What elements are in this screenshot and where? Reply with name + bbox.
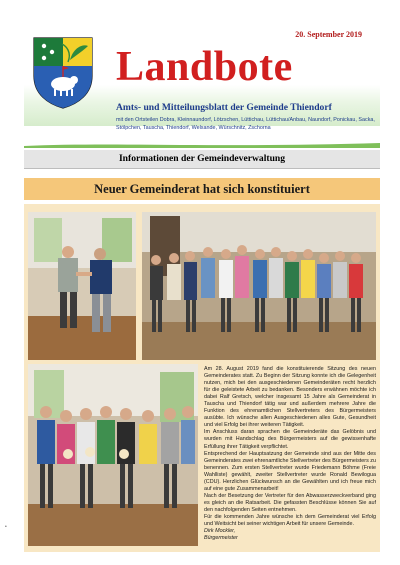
newsletter-subtitle: Amts- und Mitteilungsblatt der Gemeinde Thiendorf <box>116 102 332 113</box>
section-header <box>24 150 380 169</box>
article-body <box>24 204 380 552</box>
newsletter-title: Landbote <box>116 44 293 90</box>
signature-role: Bürgermeister <box>204 535 238 542</box>
village-list: mit den Ortsteilen Dobra, Kleinnaundorf, Lötzschen, Lüttichau, Lüttichau/Anbau, Naundorf, Ponickau, Sacka, Stölpchen, Tauscha, Thiendorf, Welxande, Würschnitz, Zschorna <box>116 117 375 131</box>
issue-date: 20. September 2019 <box>295 30 362 39</box>
municipal-coat-of-arms-icon <box>32 36 94 110</box>
photo-handshake <box>28 212 136 360</box>
article-headline-band <box>24 178 380 200</box>
article-paragraph: Für die kommenden Jahre wünsche ich dem Gemeinderat viel Erfolg und Weitsicht bei seiner wichtigen Arbeit für unsere Gemeinde. <box>204 513 376 528</box>
article-paragraph: Am 28. August 2019 fand die konstituierende Sitzung des neuen Gemeinderates statt. Zu Beginn der Sitzung konnte ich die Gelegenheit nutzen, mich bei den ausgeschiedenen Gemeinderäten recht herzlich für die geleistete Arbeit zu bedanken. Besonders erwähnen möchte ich dabei Ralf Gretsch, welcher insgesamt 15 Jahre als Gemeinderat in Tauscha und Thiendorf tätig war und außerdem mehrere Jahre die Funktion des ehrenamtlichen Stellvertreters des Bürgermeisters ausübte. Ich wünsche allen Ausgeschiedenen alles Gute, Gesundheit und viel Erfolg bei ihrer weiteren Tätigkeit. <box>204 366 376 429</box>
margin-mark: • <box>5 524 7 530</box>
masthead-swoosh <box>24 142 380 148</box>
photo-farewell-group <box>28 364 198 546</box>
photo-council-group <box>142 212 376 360</box>
article-text <box>204 366 376 542</box>
article-paragraph: Entsprechend der Hauptsatzung der Gemeinde sind aus der Mitte des Gemeinderates zwei ehrenamtliche Stellvertreter des Bürgermeisters zu benennen. Zum ersten Stellvertreter wurde Friedemann Böhme (Freie Wahlliste) gewählt, zweiter Stellvertreter wurde Ronald Bewilogua (CDU). Herzlichen Glückwunsch an die Gewählten und ich freue mich auf eine gute Zusammenarbeit! <box>204 450 376 492</box>
article-paragraph: Nach der Besetzung der Vertreter für den Abwasserzweckverband ging es gleich an die Ratsarbeit. Die gefassten Beschlüsse können Sie auf den nachfolgenden Seiten entnehmen. <box>204 492 376 513</box>
article-paragraph: Im Anschluss daran sprachen die Gemeinderäte das Gelöbnis und wurden mit Handschlag des Bürgermeisters auf die gewissenhafte Erfüllung ihrer Tätigkeit verpflichtet. <box>204 429 376 450</box>
article-headline: Neuer Gemeinderat hat sich konstituiert <box>94 182 310 196</box>
masthead <box>24 18 380 131</box>
signature-name: Dirk Mockler, <box>204 528 236 535</box>
section-title: Informationen der Gemeindeverwaltung <box>118 153 286 164</box>
